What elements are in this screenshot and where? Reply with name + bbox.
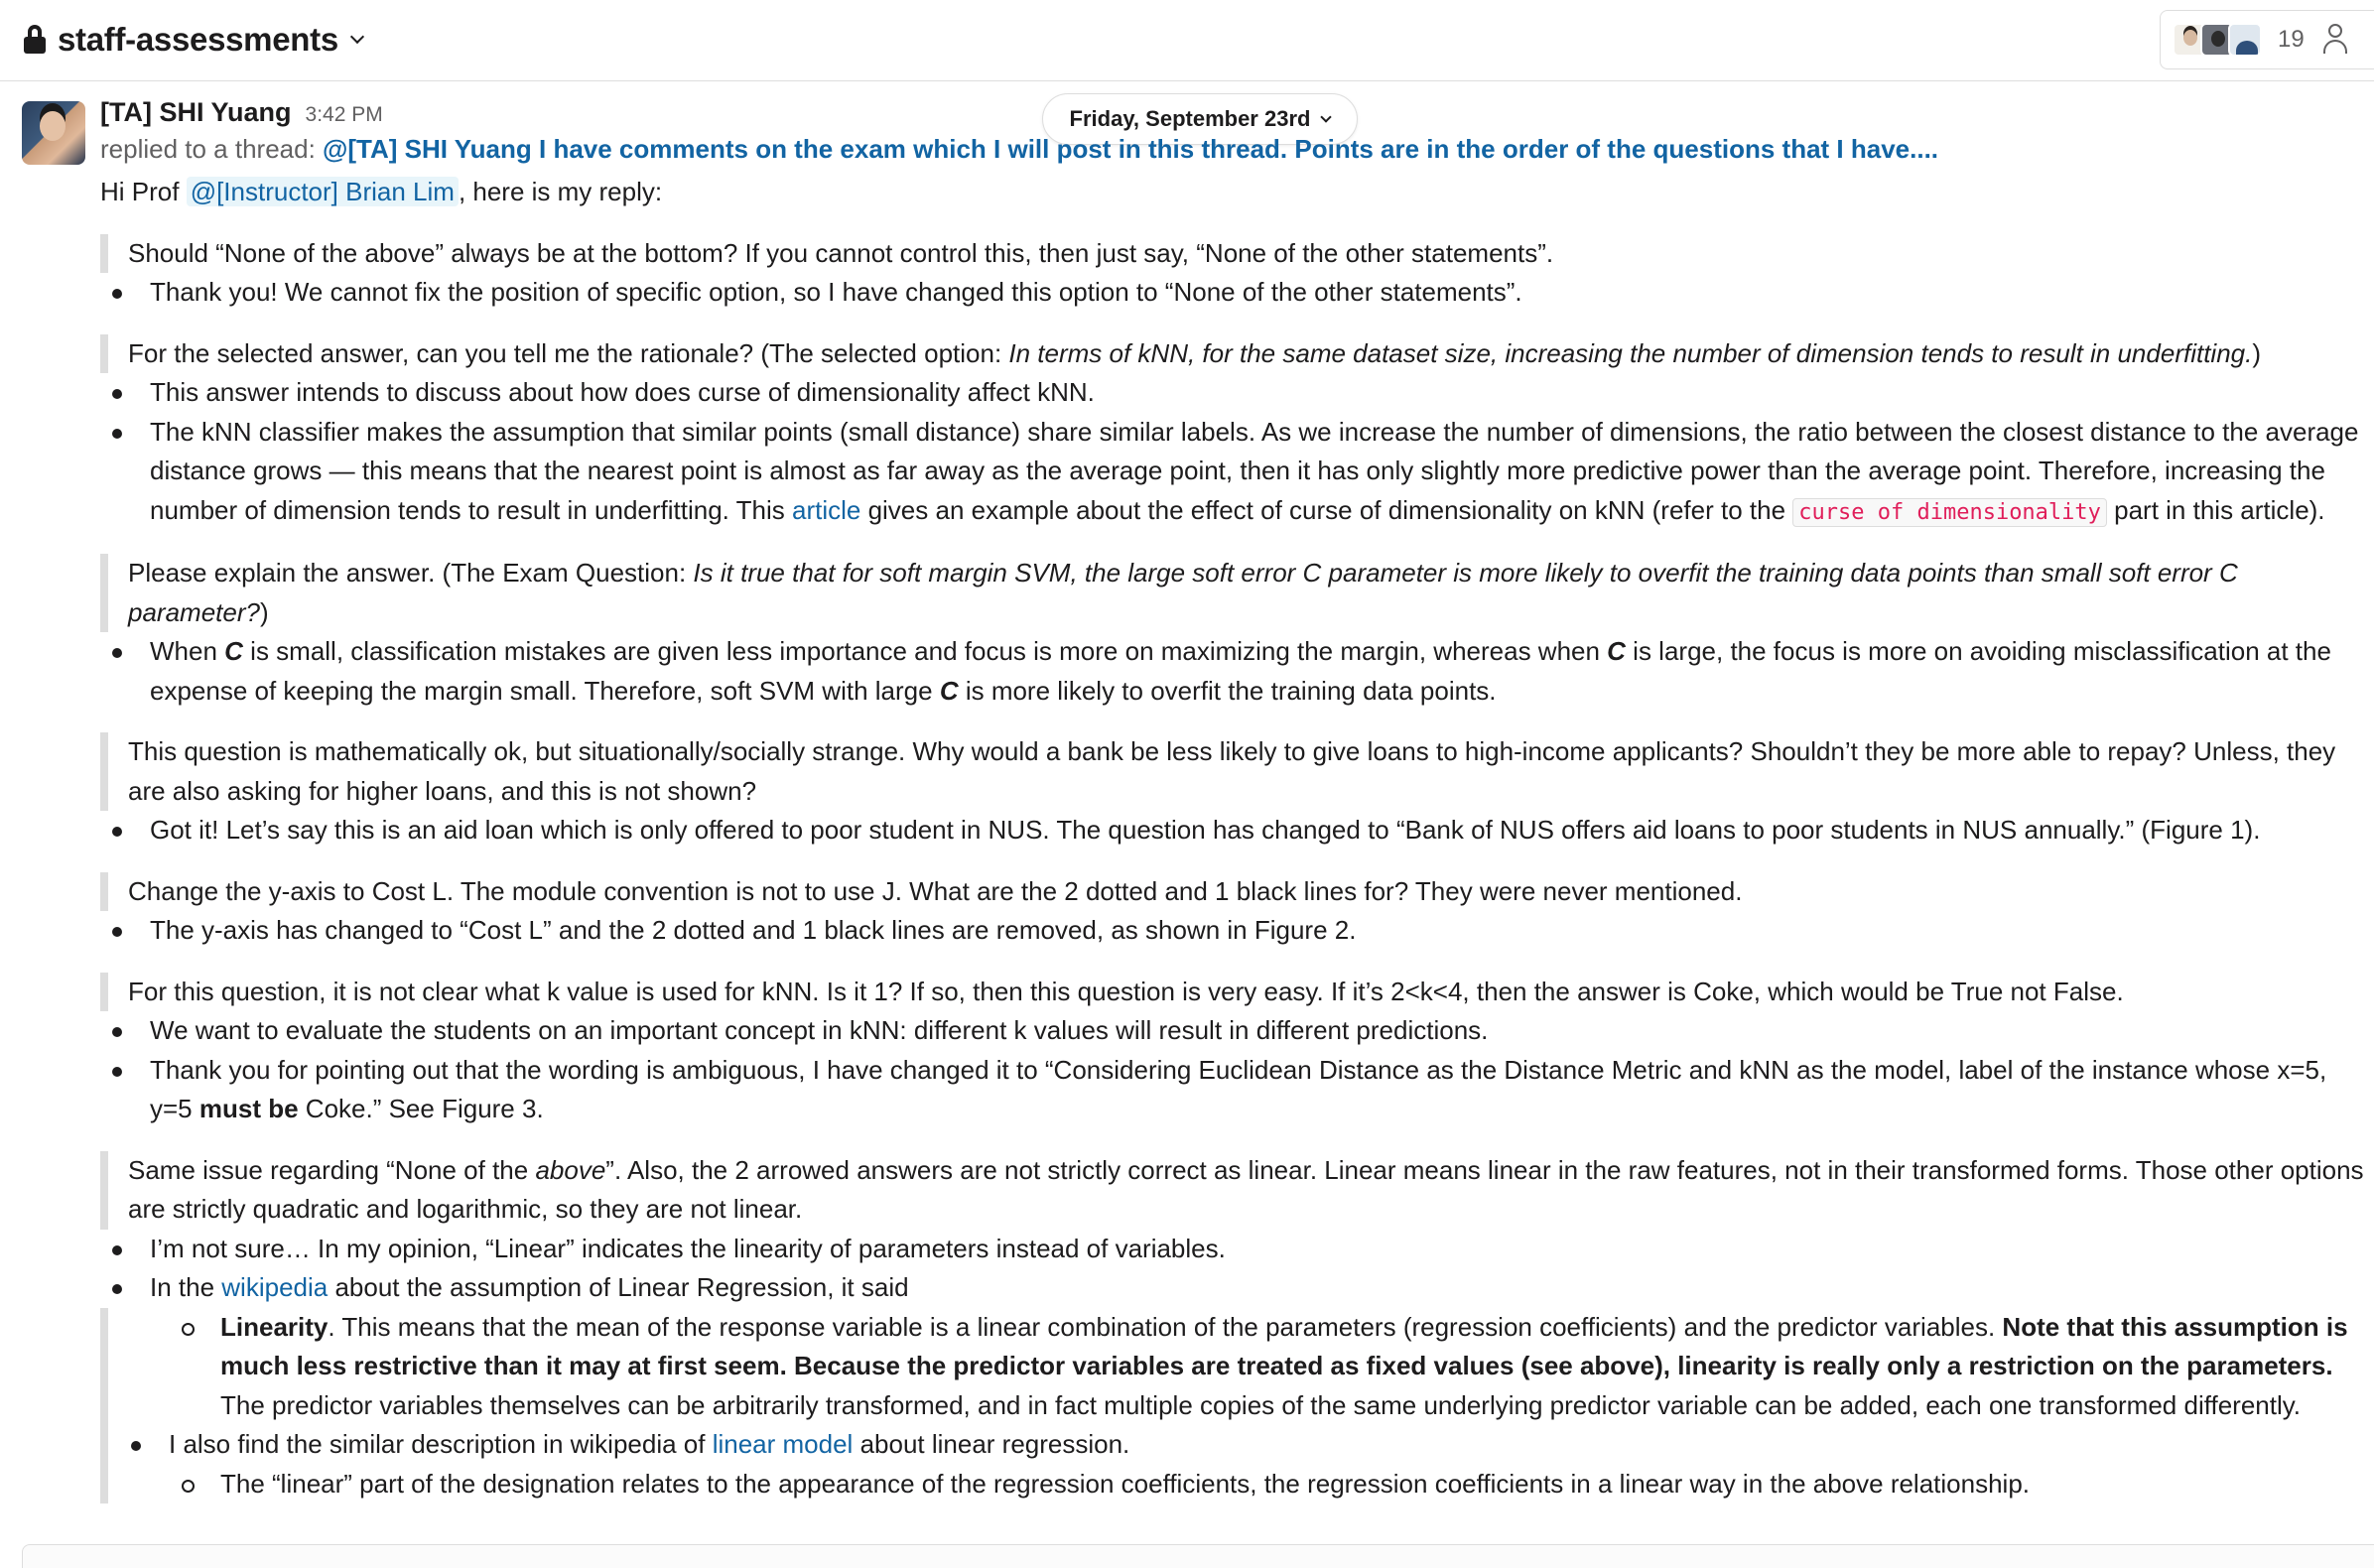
avatar[interactable] bbox=[22, 101, 85, 165]
quoted-list bbox=[100, 1308, 2373, 1504]
channel-name-button[interactable] bbox=[24, 18, 362, 62]
bullet-list bbox=[100, 1230, 2373, 1308]
list-item: I’m not sure… In my opinion, “Linear” indicates the linearity of parameters instead of variables. bbox=[100, 1230, 2373, 1269]
bullet-list bbox=[100, 373, 2373, 532]
bullet-list bbox=[100, 632, 2373, 711]
scroll-fade bbox=[0, 1518, 2374, 1544]
thread-prefix: replied to a thread: bbox=[100, 134, 324, 164]
list-item: I also find the similar description in wikipedia of linear model about linear regression. bbox=[108, 1425, 2373, 1465]
sub-list bbox=[108, 1465, 2373, 1504]
wikipedia-link[interactable]: wikipedia bbox=[221, 1272, 329, 1302]
chevron-down-icon bbox=[350, 30, 364, 44]
bullet-list bbox=[100, 911, 2373, 951]
bullet-list bbox=[100, 273, 2373, 313]
blockquote: For the selected answer, can you tell me the rationale? (The selected option: In terms of kNN, for the same dataset size, increasing the number of dimension tends to result in underfitting.) bbox=[100, 334, 2373, 374]
list-item: Thank you for pointing out that the wording is ambiguous, I have changed it to “Considering Euclidean Distance as the Distance Metric and kNN as the model, label of the instance whose x=5, y=5 must be Coke.” See Figure 3. bbox=[100, 1051, 2373, 1129]
bullet-list bbox=[100, 811, 2373, 850]
blockquote: Same issue regarding “None of the above”. Also, the 2 arrowed answers are not strictly correct as linear. Linear means linear in the raw features, not in their transformed forms. Those other options are strictly quadratic and logarithmic, so they are not linear. bbox=[100, 1151, 2373, 1230]
blockquote: This question is mathematically ok, but situationally/socially strange. Why would a bank be less likely to give loans to high-income applicants? Shouldn’t they be more able to repay? Unless, they are also asking for higher loans, and this is not shown? bbox=[100, 732, 2373, 811]
chevron-down-icon bbox=[1321, 111, 1332, 122]
list-item: When C is small, classification mistakes are given less importance and focus is more on maximizing the margin, whereas when C is large, the focus is more on avoiding misclassification at the expense of keeping the margin small. Therefore, soft SVM with large C is more likely to overfit the training data points. bbox=[100, 632, 2373, 711]
lock-icon bbox=[24, 25, 46, 55]
list-item: The kNN classifier makes the assumption that similar points (small distance) share similar labels. As we increase the number of dimensions, the ratio between the closest distance to the average distance grows — this means that the nearest point is almost as far away as the average point, then it has only slightly more predictive power than the average point. Therefore, increasing the number of dimension tends to result in underfitting. This article gives an example about the effect of curse of dimensionality on kNN (refer to the curse of dimensionality part in this article). bbox=[100, 413, 2373, 533]
date-label: Friday, September 23rd bbox=[1069, 106, 1311, 131]
bullet-list bbox=[108, 1425, 2373, 1465]
inline-code: curse of dimensionality bbox=[1792, 498, 2107, 527]
author-name[interactable]: [TA] SHI Yuang bbox=[100, 97, 292, 127]
timestamp[interactable]: 3:42 PM bbox=[305, 103, 383, 126]
members-button[interactable] bbox=[2160, 10, 2374, 69]
message-body bbox=[100, 173, 2373, 1503]
blockquote: Should “None of the above” always be at the bottom? If you cannot control this, then just say, “None of the other statements”. bbox=[100, 234, 2373, 274]
channel-header bbox=[0, 0, 2374, 81]
list-item: In the wikipedia about the assumption of Linear Regression, it said bbox=[100, 1268, 2373, 1308]
list-item: Linearity. This means that the mean of the response variable is a linear combination of the parameters (regression coefficients) and the predictor variables. Note that this assumption is much less restrictive than it may at first seem. Because the predictor variables are treated as fixed values (see above), linearity is really only a restriction on the parameters. The predictor variables themselves can be arbitrarily transformed, and in fact multiple copies of the same underlying predictor variable can be added, each one transformed differently. bbox=[108, 1308, 2373, 1426]
list-item: This answer intends to discuss about how does curse of dimensionality affect kNN. bbox=[100, 373, 2373, 413]
channel-name: staff-assessments bbox=[58, 21, 338, 58]
message-meta bbox=[100, 97, 383, 128]
sub-list bbox=[108, 1308, 2373, 1426]
list-item: Got it! Let’s say this is an aid loan which is only offered to poor student in NUS. The question has changed to “Bank of NUS offers aid loans to poor students in NUS annually.” (Figure 1). bbox=[100, 811, 2373, 850]
list-item: We want to evaluate the students on an important concept in kNN: different k values will result in different predictions. bbox=[100, 1011, 2373, 1051]
user-mention[interactable]: @[Instructor] Brian Lim bbox=[187, 177, 459, 206]
thread-reference bbox=[100, 134, 1938, 165]
greeting: Hi Prof @[Instructor] Brian Lim , here is my reply: bbox=[100, 177, 663, 206]
list-item: Thank you! We cannot fix the position of specific option, so I have changed this option to “None of the other statements”. bbox=[100, 273, 2373, 313]
linear-model-link[interactable]: linear model bbox=[712, 1429, 854, 1459]
member-count: 19 bbox=[2278, 26, 2305, 53]
list-item: The “linear” part of the designation relates to the appearance of the regression coefficients, the regression coefficients in a linear way in the above relationship. bbox=[108, 1465, 2373, 1504]
blockquote: For this question, it is not clear what k value is used for kNN. Is it 1? If so, then this question is very easy. If it’s 2<k<4, then the answer is Coke, which would be True not False. bbox=[100, 973, 2373, 1012]
add-person-icon[interactable] bbox=[2322, 20, 2362, 60]
list-item: The y-axis has changed to “Cost L” and the 2 dotted and 1 black lines are removed, as shown in Figure 2. bbox=[100, 911, 2373, 951]
bullet-list bbox=[100, 1011, 2373, 1129]
thread-link[interactable]: @[TA] SHI Yuang I have comments on the exam which I will post in this thread. Points are in the order of the questions that I have.... bbox=[323, 134, 1939, 164]
member-avatar bbox=[2228, 23, 2262, 57]
blockquote: Change the y-axis to Cost L. The module convention is not to use J. What are the 2 dotted and 1 black lines for? They were never mentioned. bbox=[100, 872, 2373, 912]
article-link[interactable]: article bbox=[791, 494, 861, 525]
blockquote: Please explain the answer. (The Exam Question: Is it true that for soft margin SVM, the large soft error C parameter is more likely to overfit the training data points than small soft error C parameter?) bbox=[100, 554, 2373, 632]
message-composer[interactable] bbox=[22, 1544, 2374, 1568]
